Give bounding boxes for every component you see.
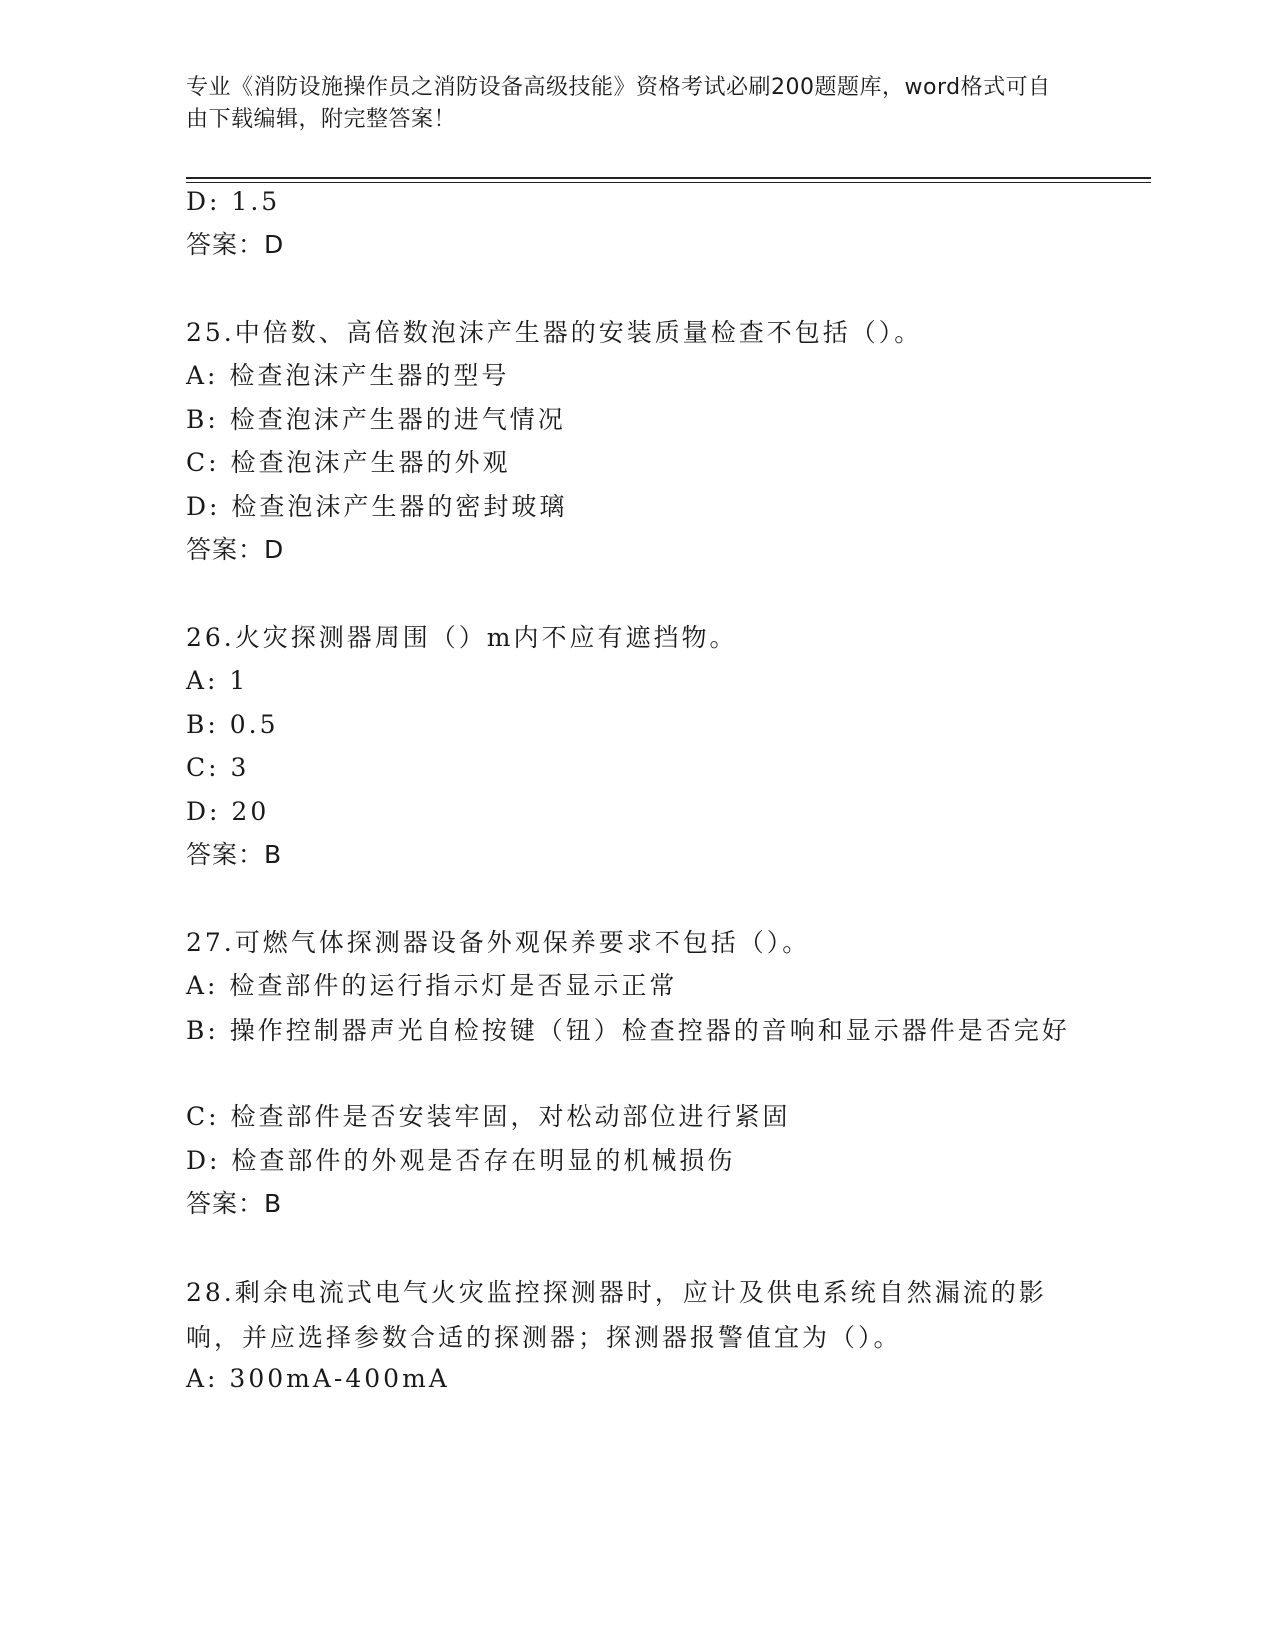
- question-option: B: 检查泡沫产生器的进气情况: [186, 405, 566, 434]
- question-option: B: 0.5: [186, 710, 279, 739]
- question-option: A: 检查部件的运行指示灯是否显示正常: [186, 971, 678, 1000]
- question-option: A: 300mA-400mA: [186, 1364, 450, 1393]
- question-option: A: 检查泡沫产生器的型号: [186, 361, 510, 390]
- question-stem: 28.剩余电流式电气火灾监控探测器时，应计及供电系统自然漏流的影响，并应选择参数合适的探测器；探测器报警值宜为（）。: [186, 1278, 1047, 1352]
- question-option: D: 20: [186, 797, 270, 826]
- header-divider-thick: [186, 177, 1151, 179]
- question-option: C: 检查部件是否安装牢固，对松动部位进行紧固: [186, 1102, 791, 1131]
- question-option: A: 1: [186, 666, 249, 695]
- question-option: D: 检查部件的外观是否存在明显的机械损伤: [186, 1146, 736, 1175]
- question-answer: 答案：D: [186, 535, 285, 564]
- question-stem: 25.中倍数、高倍数泡沫产生器的安装质量检查不包括（）。: [186, 318, 923, 347]
- question-stem: 26.火灾探测器周围（）m内不应有遮挡物。: [186, 623, 738, 652]
- question-option: B: 操作控制器声光自检按键（钮）检查控器的音响和显示器件是否完好: [186, 1016, 1070, 1045]
- document-header: 专业《消防设施操作员之消防设备高级技能》资格考试必刷200题题库，word格式可自由下载编辑，附完整答案！: [186, 75, 1051, 132]
- question-answer: 答案：B: [186, 840, 283, 869]
- prev-option-d: D: 1.5: [186, 187, 281, 216]
- header-divider-thin: [186, 182, 1151, 183]
- prev-answer: 答案：D: [186, 230, 285, 259]
- question-option: C: 检查泡沫产生器的外观: [186, 448, 511, 477]
- question-option: C: 3: [186, 753, 250, 782]
- question-stem: 27.可燃气体探测器设备外观保养要求不包括（）。: [186, 928, 811, 957]
- question-answer: 答案：B: [186, 1189, 283, 1218]
- question-option: D: 检查泡沫产生器的密封玻璃: [186, 492, 568, 521]
